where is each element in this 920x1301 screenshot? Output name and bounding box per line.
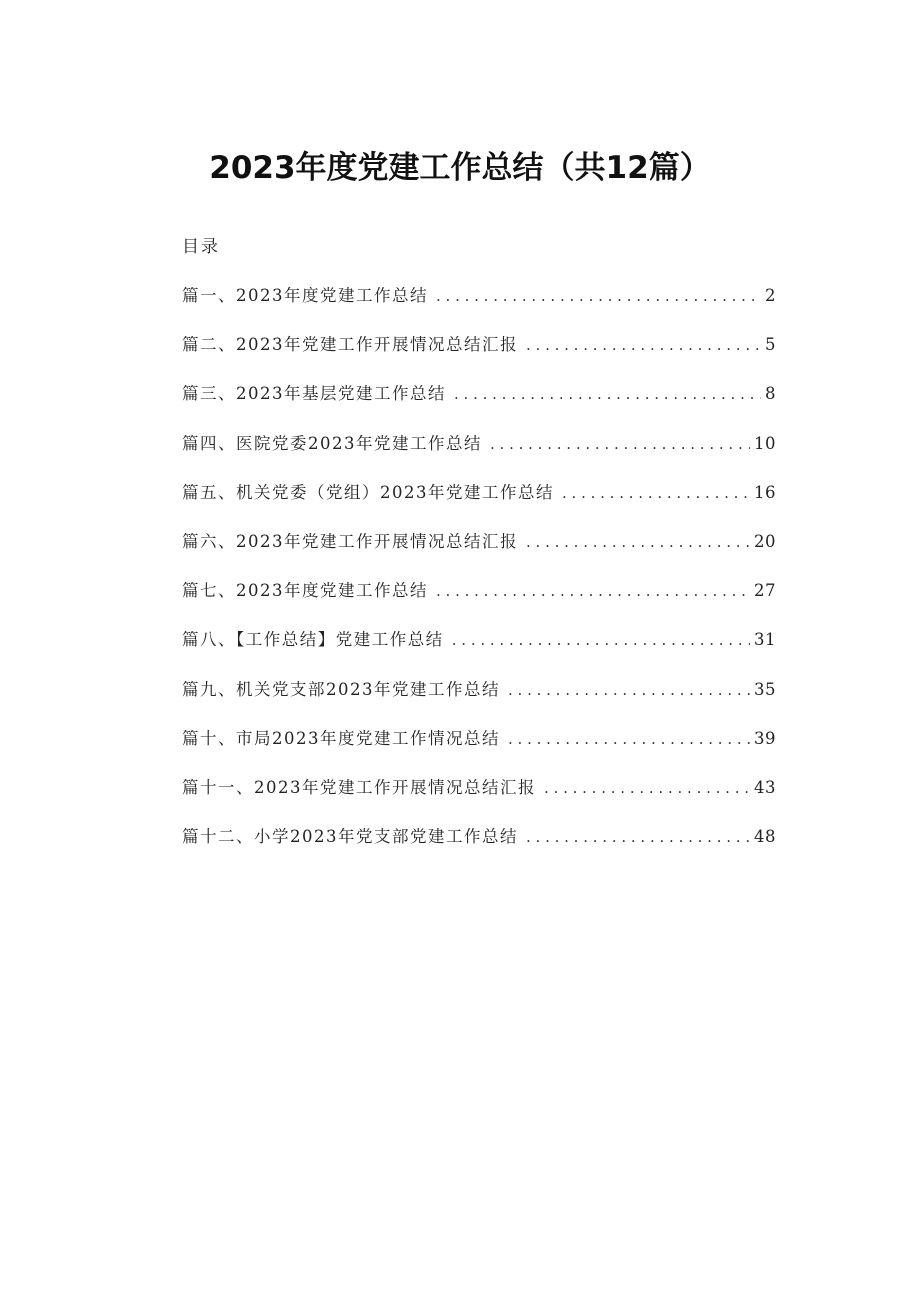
toc-leader-dots [454,381,761,407]
toc-leader-dots [526,824,750,850]
toc-entry-label: 篇七、2023年度党建工作总结 [182,581,428,601]
toc-leader-dots [562,480,750,506]
toc-entry[interactable] [182,677,776,726]
toc-heading: 目录 [182,237,220,257]
toc-entry[interactable] [182,578,776,627]
toc-entry-label: 篇三、2023年基层党建工作总结 [182,384,446,404]
toc-entry[interactable] [182,480,776,529]
toc-entry-label: 篇九、机关党支部2023年党建工作总结 [182,679,500,699]
toc-entry-label: 篇十二、小学2023年党支部党建工作总结 [182,827,518,847]
toc-entry-page: 16 [754,482,776,502]
toc-entry-page: 35 [754,679,776,699]
toc-leader-dots [544,775,750,801]
toc-entry-page: 20 [754,531,776,551]
toc-entry[interactable] [182,627,776,676]
toc-entry-label: 篇六、2023年党建工作开展情况总结汇报 [182,531,518,551]
toc-entry-page: 31 [754,630,776,650]
toc-entry-label: 篇一、2023年度党建工作总结 [182,286,428,305]
toc-entry-label: 篇二、2023年党建工作开展情况总结汇报 [182,335,518,355]
toc-leader-dots [452,627,750,653]
toc-entry-label: 篇八、【工作总结】党建工作总结 [182,630,444,650]
toc-entry[interactable] [182,381,776,430]
toc-entry-page: 8 [765,384,776,404]
document-title: 2023年度党建工作总结（共12篇） [209,150,711,186]
toc-entry-label: 篇十一、2023年党建工作开展情况总结汇报 [182,777,536,797]
toc-entry-page: 5 [765,335,776,355]
toc-leader-dots [436,283,761,309]
toc-leader-dots [436,578,750,604]
toc-entry[interactable] [182,529,776,578]
toc-entry-label: 篇四、医院党委2023年党建工作总结 [182,433,482,453]
toc-leader-dots [526,332,761,358]
toc-entry[interactable] [182,431,776,480]
toc-entry-page: 10 [754,433,776,453]
toc-leader-dots [508,726,750,752]
toc-entry[interactable] [182,775,776,824]
toc-entry[interactable] [182,332,776,381]
toc-entry[interactable] [182,283,776,332]
toc-entry-page: 39 [754,728,776,748]
toc-entry-page: 43 [754,777,776,797]
toc-entry-label: 篇五、机关党委（党组）2023年党建工作总结 [182,482,554,502]
toc-entry[interactable] [182,726,776,775]
toc-entry-label: 篇十、市局2023年度党建工作情况总结 [182,728,500,748]
toc-entry[interactable] [182,824,776,873]
toc-entry-page: 48 [754,827,776,847]
toc-leader-dots [526,529,750,555]
table-of-contents [182,283,776,873]
toc-entry-page: 27 [754,581,776,601]
toc-entry-page: 2 [765,286,776,305]
toc-leader-dots [508,677,750,703]
toc-leader-dots [490,431,750,457]
